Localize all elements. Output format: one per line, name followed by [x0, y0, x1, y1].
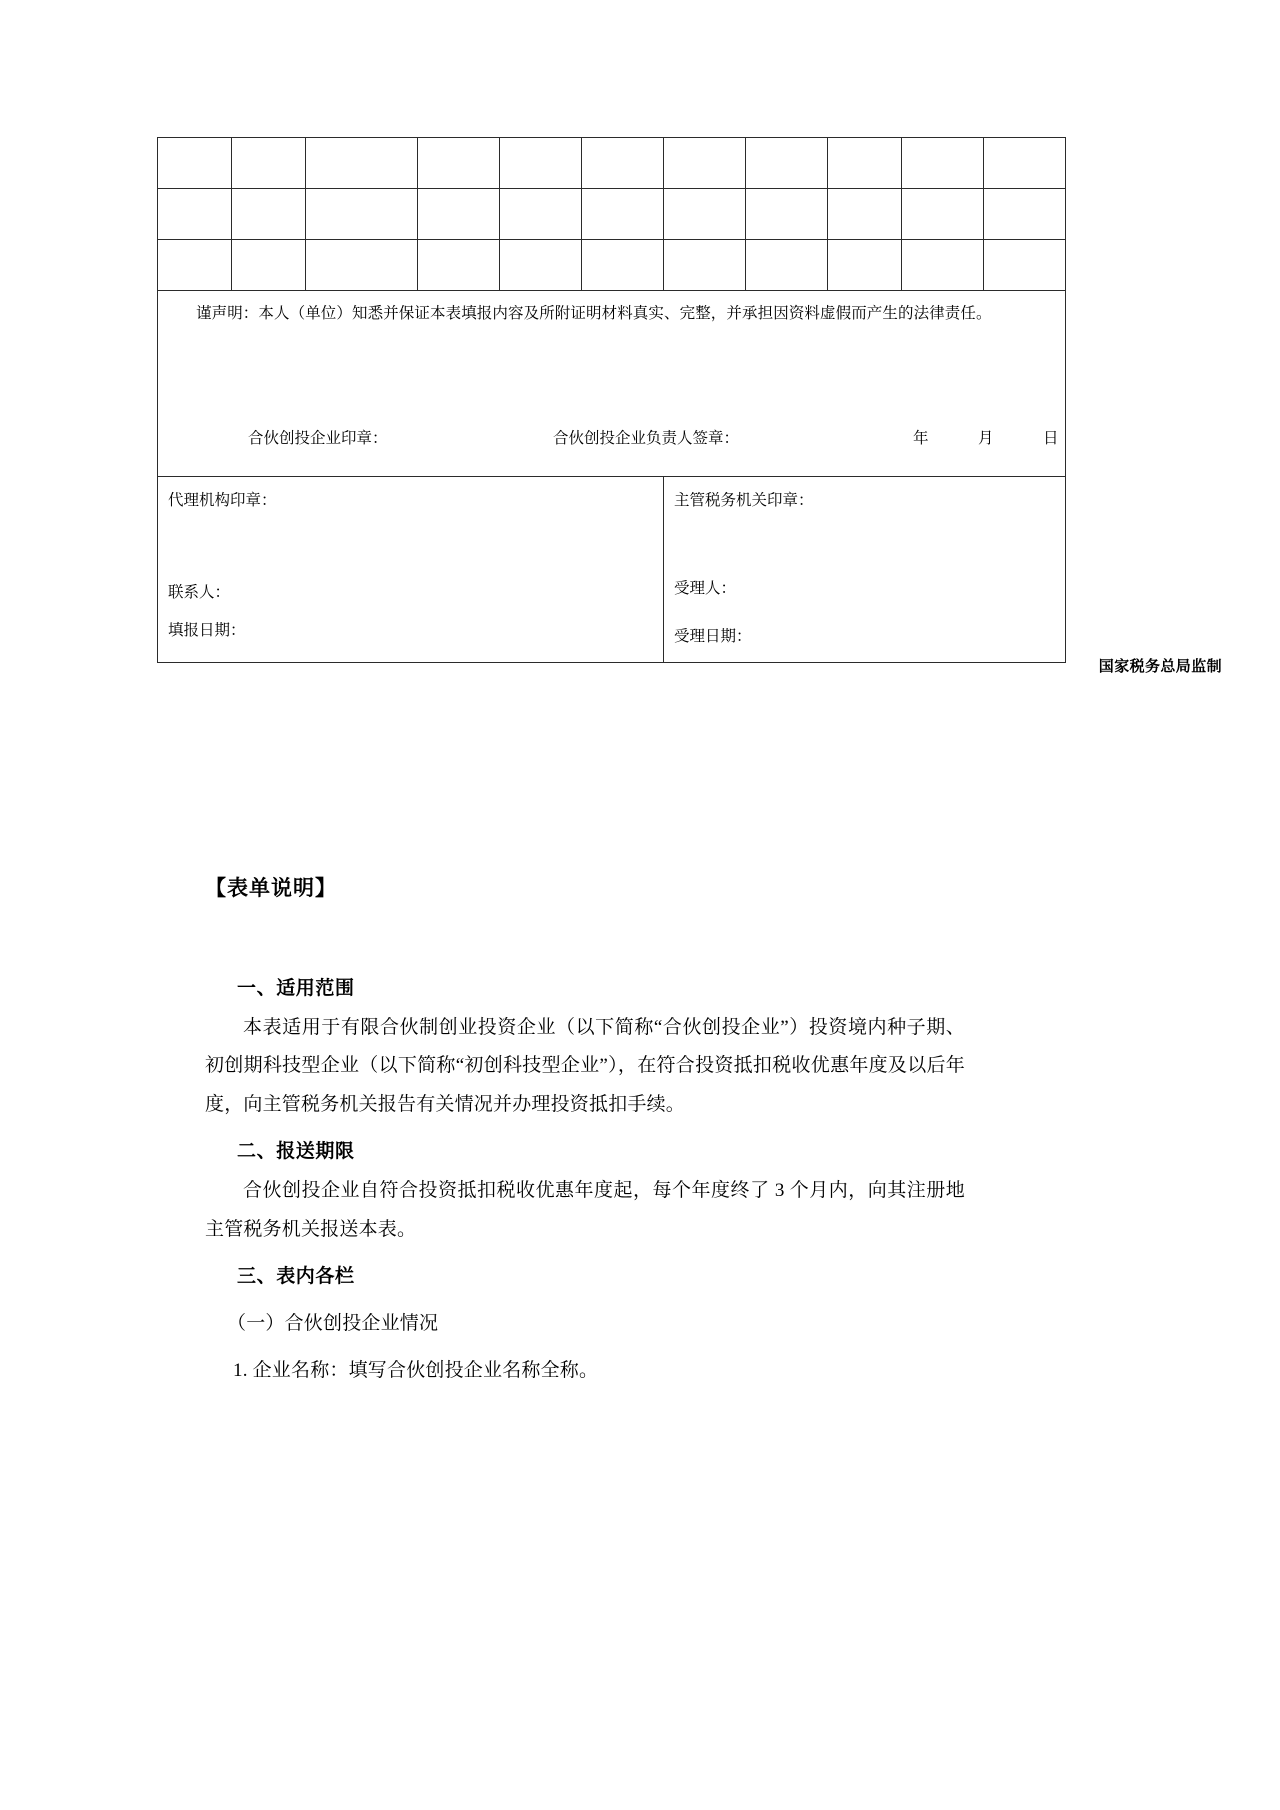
section-title-columns: 三、表内各栏 [237, 1266, 355, 1288]
filing-date-label: 填报日期： [168, 621, 246, 639]
authority-row [158, 477, 1066, 663]
acceptance-date-label: 受理日期： [674, 627, 752, 645]
grid-cell[interactable] [746, 240, 828, 291]
grid-cell[interactable] [232, 189, 306, 240]
agent-seal-label: 代理机构印章： [168, 492, 277, 509]
grid-cell[interactable] [418, 189, 500, 240]
subsection-company-name: 1. 企业名称：填写合伙创投企业名称全称。 [233, 1360, 599, 1382]
tax-authority-cell [664, 477, 1066, 663]
grid-cell[interactable] [984, 240, 1066, 291]
grid-cell[interactable] [158, 138, 232, 189]
contact-person-label: 联系人： [168, 583, 231, 601]
grid-cell[interactable] [232, 240, 306, 291]
section-title-deadline: 二、报送期限 [237, 1141, 355, 1163]
instructions-heading: 【表单说明】 [205, 876, 337, 900]
grid-cell[interactable] [746, 189, 828, 240]
instructions-section [205, 872, 965, 1391]
table-row [158, 189, 1066, 240]
grid-cell[interactable] [158, 189, 232, 240]
grid-cell[interactable] [828, 240, 902, 291]
spacer [205, 1297, 965, 1305]
signature-line [158, 427, 1065, 449]
grid-cell[interactable] [828, 189, 902, 240]
grid-cell[interactable] [984, 138, 1066, 189]
grid-cell[interactable] [500, 138, 582, 189]
spacer [205, 1125, 965, 1133]
section-body-scope: 本表适用于有限合伙制创业投资企业（以下简称“合伙创投企业”）投资境内种子期、初创期科技型企业（以下简称“初创科技型企业”），在符合投资抵扣税收优惠年度及以后年度，向主管税务机关报告有关情况并办理投资抵扣手续。 [205, 1016, 965, 1116]
grid-cell[interactable] [582, 138, 664, 189]
company-seal-label: 合伙创投企业印章： [248, 430, 388, 447]
grid-cell[interactable] [500, 189, 582, 240]
grid-cell[interactable] [902, 189, 984, 240]
grid-cell[interactable] [746, 138, 828, 189]
table-row [158, 138, 1066, 189]
leader-signature-label: 合伙创投企业负责人签章： [553, 430, 740, 447]
grid-cell[interactable] [902, 138, 984, 189]
grid-cell[interactable] [902, 240, 984, 291]
grid-cell[interactable] [232, 138, 306, 189]
table-row [158, 240, 1066, 291]
form-issuer-footer: 国家税务总局监制 [1098, 659, 1222, 675]
tax-authority-seal-label: 主管税务机关印章： [674, 492, 814, 509]
section-body-deadline: 合伙创投企业自符合投资抵扣税收优惠年度起，每个年度终了 3 个月内，向其注册地主管税务机关报送本表。 [205, 1180, 965, 1241]
grid-cell[interactable] [306, 189, 418, 240]
grid-cell[interactable] [306, 240, 418, 291]
grid-cell[interactable] [664, 138, 746, 189]
grid-cell[interactable] [500, 240, 582, 291]
grid-cell[interactable] [158, 240, 232, 291]
grid-cell[interactable] [664, 240, 746, 291]
subsection-partnership-info: （一）合伙创投企业情况 [227, 1313, 439, 1335]
section-title-scope: 一、适用范围 [237, 977, 355, 999]
grid-cell[interactable] [582, 189, 664, 240]
grid-cell[interactable] [664, 189, 746, 240]
grid-cell[interactable] [306, 138, 418, 189]
grid-cell[interactable] [582, 240, 664, 291]
grid-cell[interactable] [418, 240, 500, 291]
form-grid-body [158, 138, 1066, 663]
declaration-text: 谨声明：本人（单位）知悉并保证本表填报内容及所附证明材料真实、完整，并承担因资料虚假而产生的法律责任。 [196, 305, 992, 322]
grid-cell[interactable] [418, 138, 500, 189]
year-label: 年 [913, 430, 929, 447]
grid-cell[interactable] [828, 138, 902, 189]
declaration-cell [158, 291, 1066, 477]
month-label: 月 [978, 430, 994, 447]
grid-cell[interactable] [984, 189, 1066, 240]
spacer [205, 1250, 965, 1258]
receiver-label: 受理人： [674, 579, 737, 597]
day-label: 日 [1043, 430, 1059, 447]
agent-institution-cell [158, 477, 664, 663]
spacer [205, 906, 965, 970]
tax-form-table [157, 137, 1066, 663]
spacer [205, 1344, 965, 1352]
declaration-row [158, 291, 1066, 477]
